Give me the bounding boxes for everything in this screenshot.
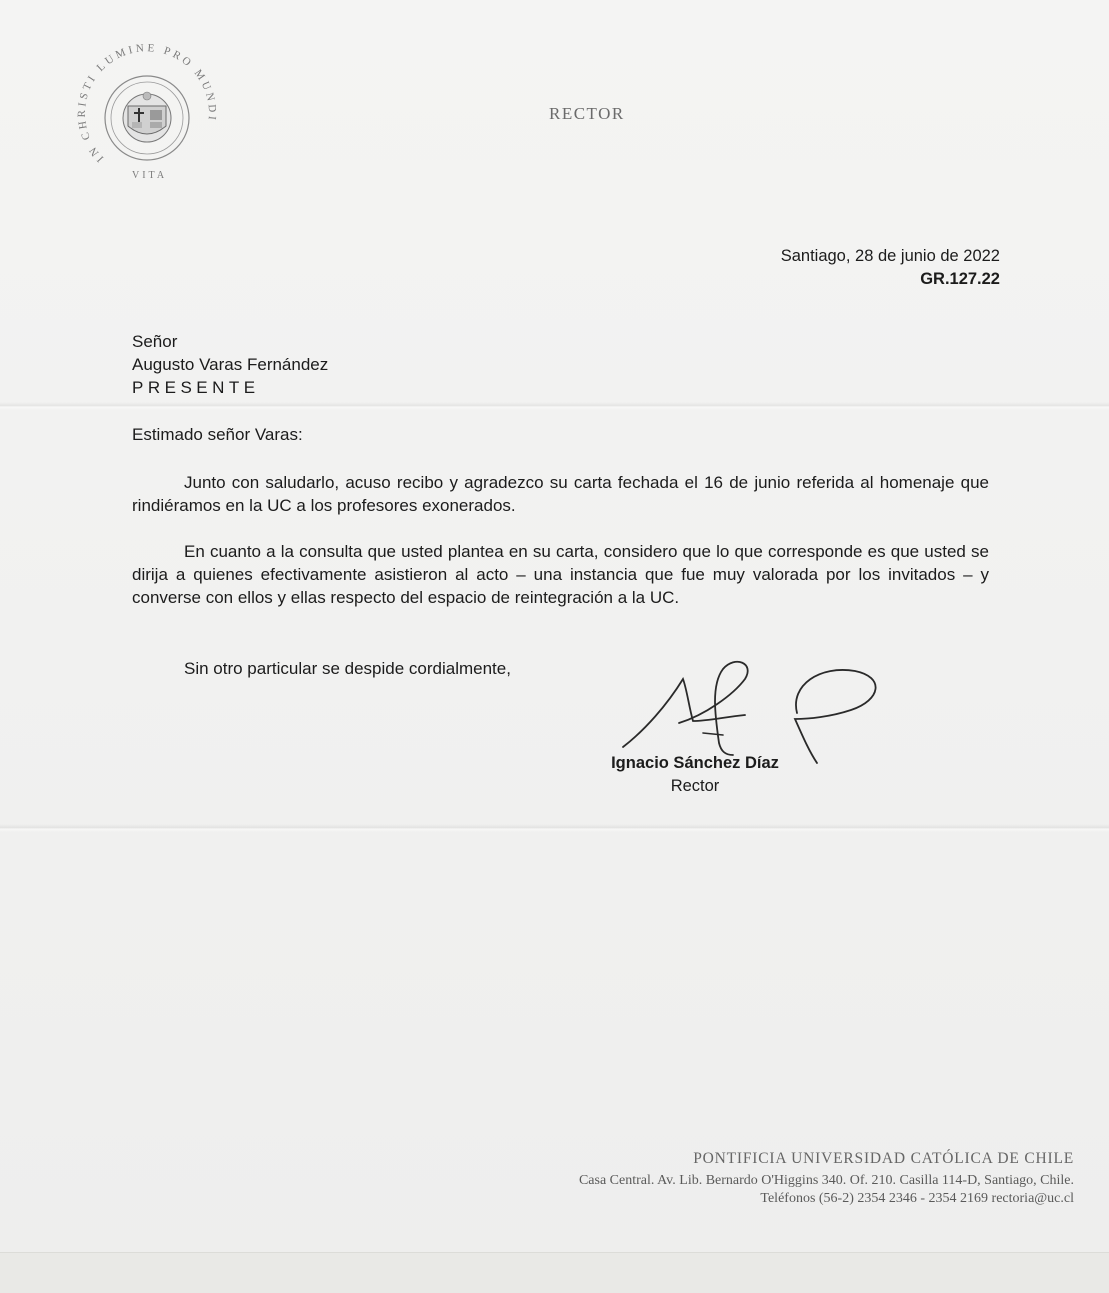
signer-title: Rector: [670, 777, 720, 795]
letterhead-footer: [579, 1150, 1074, 1208]
scan-edge: [0, 1252, 1109, 1293]
office-title: RECTOR: [549, 104, 625, 123]
addressee-block: [132, 330, 328, 399]
reference-number: GR.127.22: [920, 270, 1000, 288]
svg-text:VITA: VITA: [132, 170, 168, 181]
svg-text:IN CHRISTI LUMINE PRO MUNDI: IN CHRISTI LUMINE PRO MUNDI: [75, 42, 219, 165]
paper-fold: [0, 402, 1109, 410]
institution-address: Casa Central. Av. Lib. Bernardo O'Higgins 340. Of. 210. Casilla 114-D, Santiago, Chile.: [578, 1173, 1074, 1188]
addressee-name: Augusto Varas Fernández: [132, 355, 329, 374]
body-paragraph: Junto con saludarlo, acuso recibo y agradezco su carta fechada el 16 de junio referida al homenaje que rindiéramos en la UC a los profesores exonerados.: [132, 473, 989, 515]
signer-block: [565, 752, 825, 798]
university-seal-icon: [62, 40, 232, 190]
institution-contact: Teléfonos (56-2) 2354 2346 - 2354 2169 rectoria@uc.cl: [760, 1191, 1074, 1206]
addressee-title: Señor: [132, 332, 178, 351]
signer-name: Ignacio Sánchez Díaz: [611, 754, 779, 772]
date-block: [781, 245, 1000, 291]
greeting: Estimado señor Varas:: [132, 425, 303, 444]
letter-date: Santiago, 28 de junio de 2022: [780, 247, 1000, 265]
body-paragraph: En cuanto a la consulta que usted plantea en su carta, considero que lo que corresponde es que usted se dirija a quienes efectivamente asistieron al acto – una instancia que fue muy valorada por los invitados – y converse con ellos y ellas respecto del espacio de reintegración a la UC.: [132, 542, 989, 607]
closing-paragraph: Sin otro particular se despide cordialmente,: [184, 659, 511, 678]
addressee-presente: PRESENTE: [132, 378, 260, 397]
paper-fold: [0, 824, 1109, 832]
institution-name: PONTIFICIA UNIVERSIDAD CATÓLICA DE CHILE: [693, 1150, 1074, 1167]
